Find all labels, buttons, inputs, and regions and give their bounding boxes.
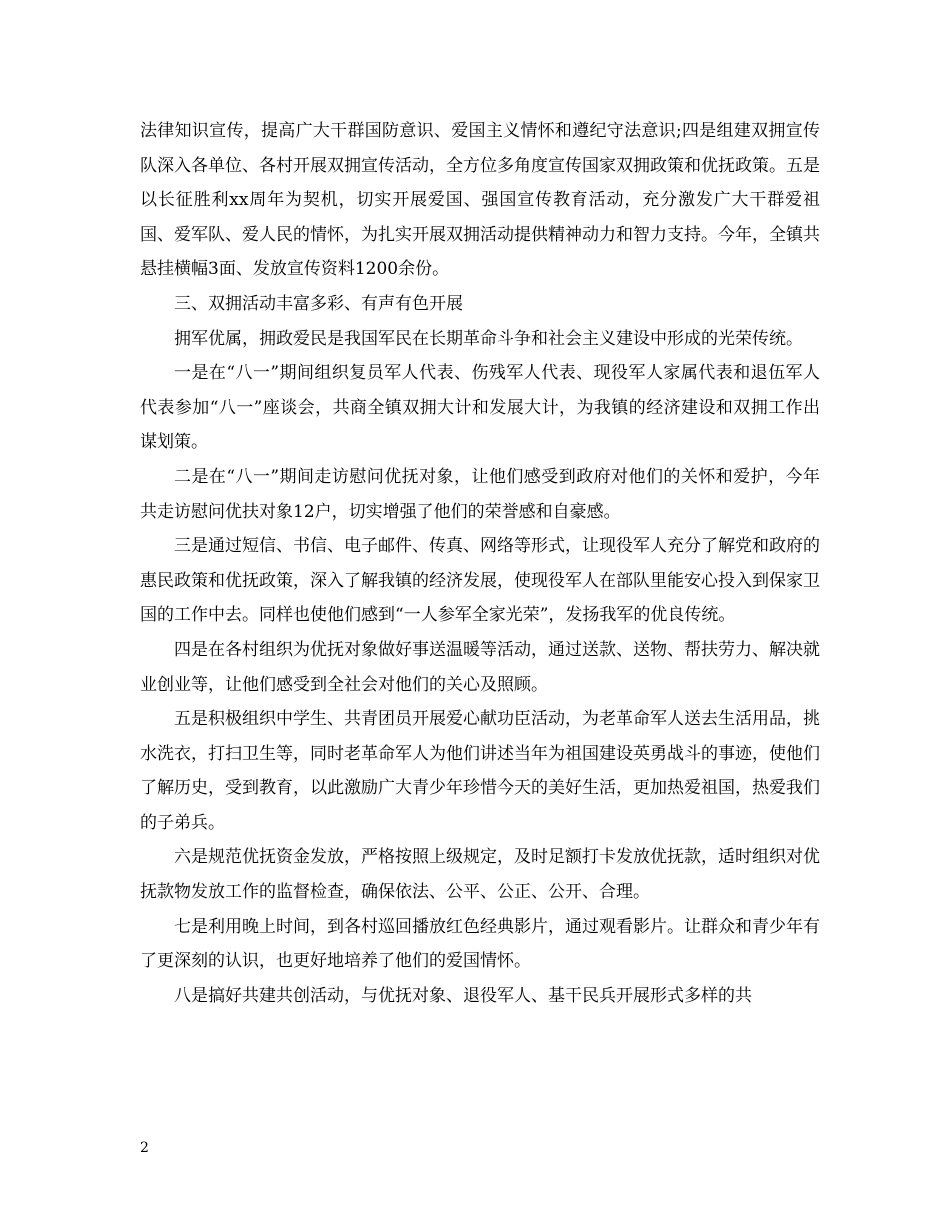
- paragraph-item-5: 五是积极组织中学生、共青团员开展爱心献功臣活动，为老革命军人送去生活用品，挑水洗衣，打扫卫生等，同时老革命军人为他们讲述当年为祖国建设英勇战斗的事迹，使他们了解历史，受到教育，以此激励广大青少年珍惜今天的美好生活，更加热爱祖国，热爱我们的子弟兵。: [140, 709, 820, 833]
- paragraph-item-2: 二是在“八一”期间走访慰问优抚对象，让他们感受到政府对他们的关怀和爱护，今年共走访慰问优扶对象12户，切实增强了他们的荣誉感和自豪感。: [140, 466, 820, 522]
- paragraph-item-3: 三是通过短信、书信、电子邮件、传真、网络等形式，让现役军人充分了解党和政府的惠民政策和优抚政策，深入了解我镇的经济发展，使现役军人在部队里能安心投入到保家卫国的工作中去。同样也使他们感到“一人参军全家光荣”，发扬我军的优良传统。: [140, 536, 820, 626]
- paragraph-item-8: 八是搞好共建共创活动，与优抚对象、退役军人、基干民兵开展形式多样的共: [174, 985, 752, 1006]
- paragraph-item-7: 七是利用晚上时间，到各村巡回播放红色经典影片，通过观看影片。让群众和青少年有了更深刻的认识，也更好地培养了他们的爱国情怀。: [140, 916, 820, 972]
- body-text: [140, 114, 820, 1013]
- paragraph-item-4: 四是在各村组织为优抚对象做好事送温暖等活动，通过送款、送物、帮扶劳力、解决就业创业等，让他们感受到全社会对他们的关心及照顾。: [140, 639, 820, 695]
- paragraph-continuation: 法律知识宣传，提高广大干群国防意识、爱国主义情怀和遵纪守法意识;四是组建双拥宣传队深入各单位、各村开展双拥宣传活动，全方位多角度宣传国家双拥政策和优抚政策。五是以长征胜利xx周年为契机，切实开展爱国、强国宣传教育活动，充分激发广大干群爱祖国、爱军队、爱人民的情怀，为扎实开展双拥活动提供精神动力和智力支持。今年，全镇共悬挂横幅3面、发放宣传资料1200余份。: [140, 121, 820, 280]
- paragraph-item-1: 一是在“八一”期间组织复员军人代表、伤残军人代表、现役军人家属代表和退伍军人代表参加“八一”座谈会，共商全镇双拥大计和发展大计，为我镇的经济建设和双拥工作出谋划策。: [140, 363, 820, 453]
- paragraph-item-6: 六是规范优抚资金发放，严格按照上级规定，及时足额打卡发放优抚款，适时组织对优抚款物发放工作的监督检查，确保依法、公平、公正、公开、合理。: [140, 847, 820, 903]
- page-number: 2: [140, 1140, 149, 1156]
- paragraph-intro: 拥军优属，拥政爱民是我国军民在长期革命斗争和社会主义建设中形成的光荣传统。: [174, 328, 803, 349]
- section-heading-3: 三、双拥活动丰富多彩、有声有色开展: [174, 293, 463, 314]
